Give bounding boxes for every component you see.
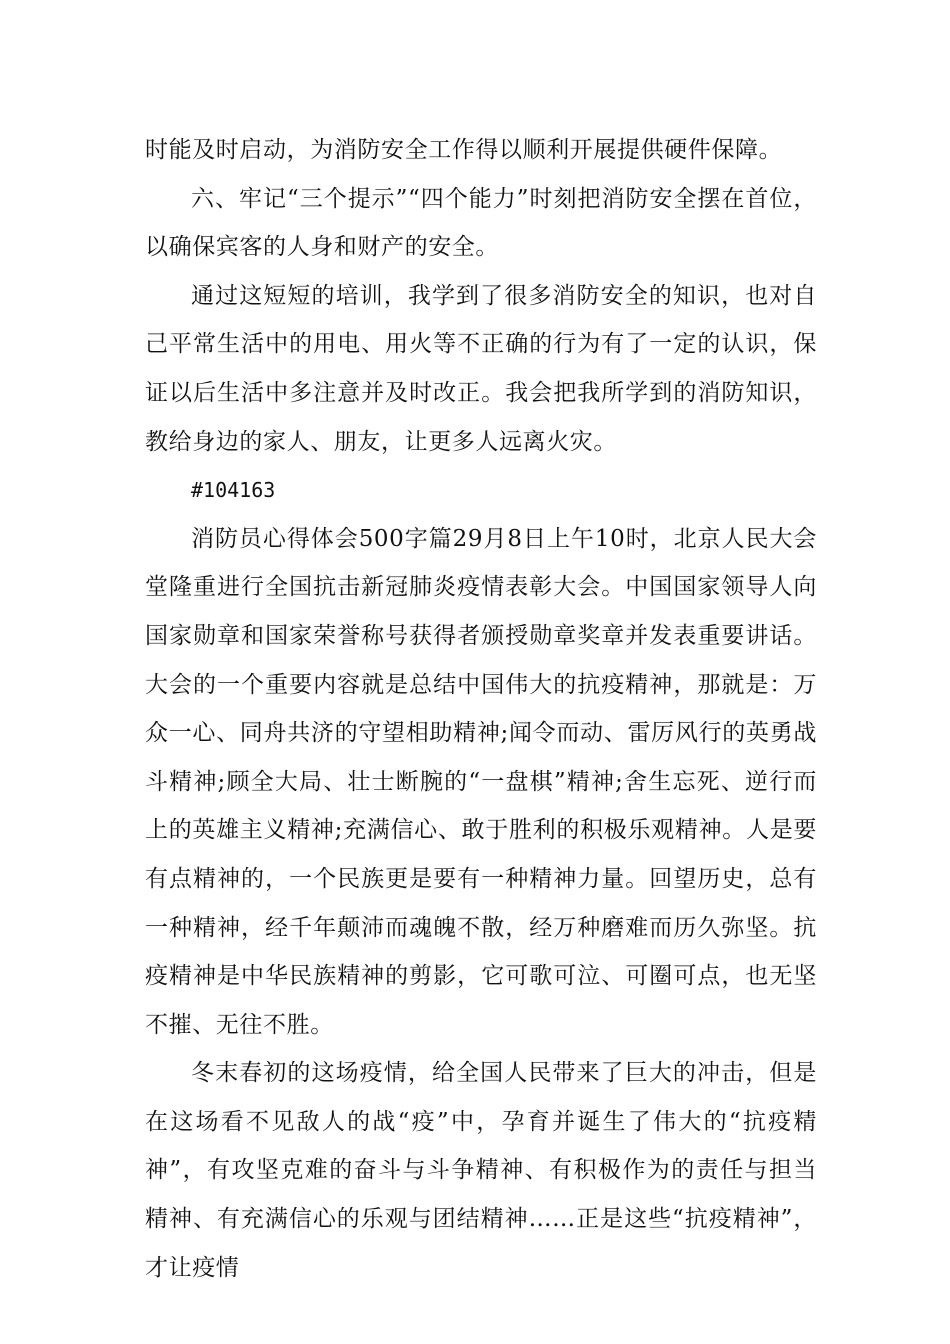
paragraph-continuation: 时能及时启动，为消防安全工作得以顺利开展提供硬件保障。: [145, 137, 783, 163]
paragraph-document-id: #104163: [191, 478, 276, 503]
paragraph-epidemic-spirit: 冬末春初的这场疫情，给全国人民带来了巨大的冲击，但是在这场看不见敌人的战“疫”中，孕育并诞生了伟大的“抗疫精神”，有攻坚克难的奋斗与斗争精神、有积极作为的责任与担当精神、有充满信心的乐观与团结精神……正是这些“抗疫精神”，才让疫情: [145, 1060, 817, 1281]
document-body: [145, 126, 817, 1292]
paragraph-point-six: 六、牢记“三个提示”“四个能力”时刻把消防安全摆在首位，以确保宾客的人身和财产的安全。: [145, 185, 817, 261]
paragraph-essay-intro: 消防员心得体会500字篇29月8日上午10时，北京人民大会堂隆重进行全国抗击新冠肺炎疫情表彰大会。中国国家领导人向国家勋章和国家荣誉称号获得者颁授勋章奖章并发表重要讲话。大会的一个重要内容就是总结中国伟大的抗疫精神，那就是：万众一心、同舟共济的守望相助精神;闻令而动、雷厉风行的英勇战斗精神;顾全大局、壮士断腕的“一盘棋”精神;舍生忘死、逆行而上的英雄主义精神;充满信心、敢于胜利的积极乐观精神。人是要有点精神的，一个民族更是要有一种精神力量。回望历史，总有一种精神，经千年颠沛而魂魄不散，经万种磨难而历久弥坚。抗疫精神是中华民族精神的剪影，它可歌可泣、可圈可点，也无坚不摧、无往不胜。: [145, 525, 817, 1038]
paragraph-training-summary: 通过这短短的培训，我学到了很多消防安全的知识，也对自己平常生活中的用电、用火等不正确的行为有了一定的认识，保证以后生活中多注意并及时改正。我会把我所学到的消防知识，教给身边的家人、朋友，让更多人远离火灾。: [145, 282, 817, 455]
